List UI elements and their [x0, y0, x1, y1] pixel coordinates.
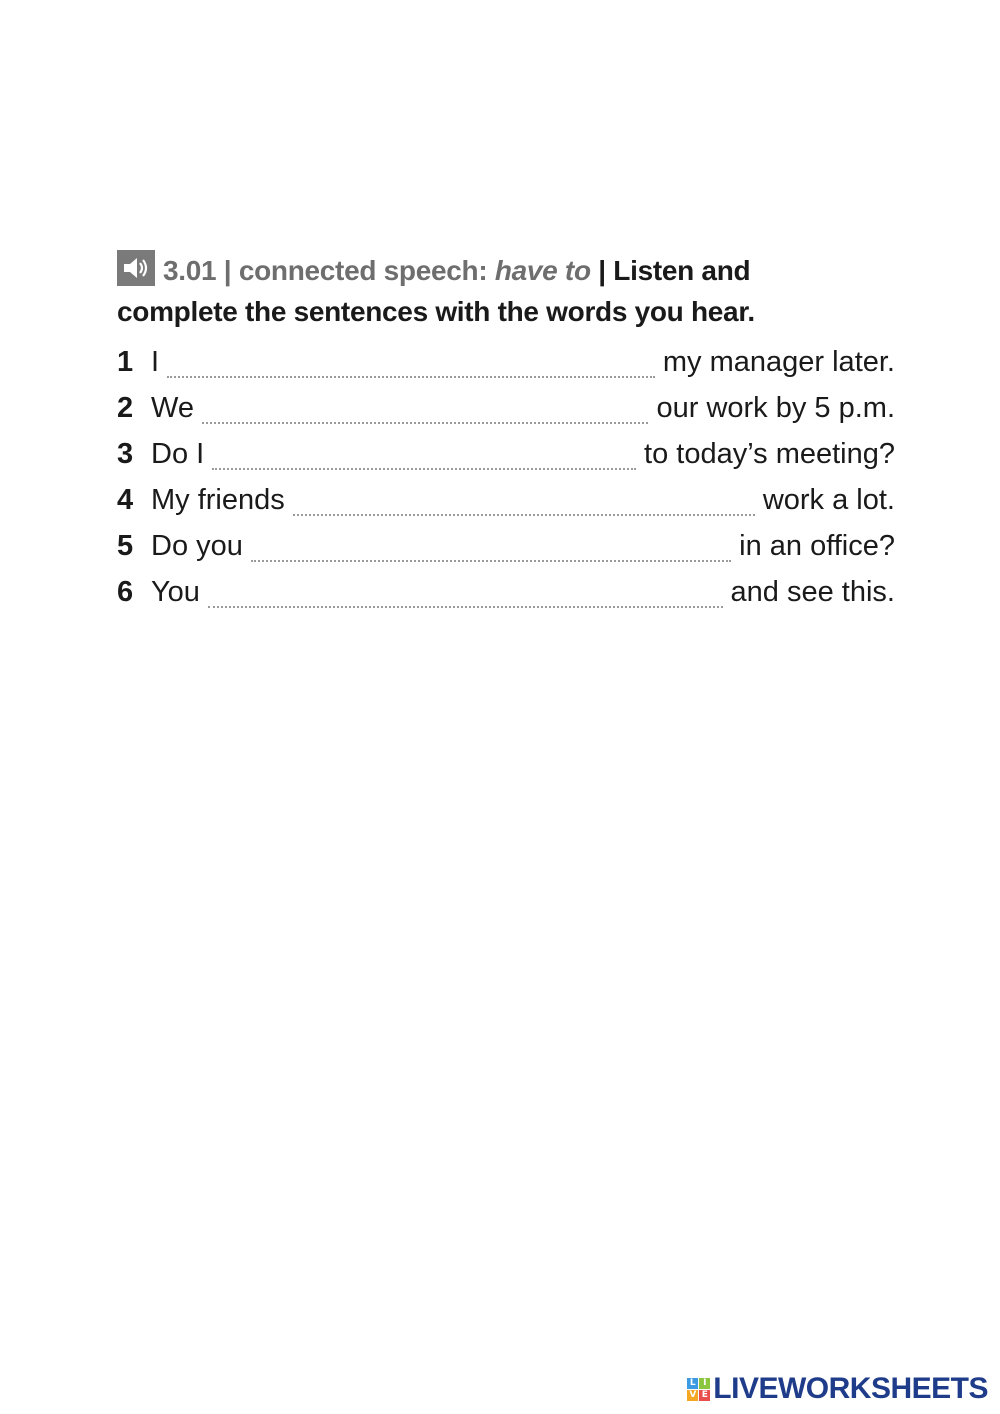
answer-blank[interactable]: [208, 606, 723, 608]
answer-blank[interactable]: [202, 422, 648, 424]
topic-focus: have to: [494, 255, 591, 286]
sentence-item-3: [117, 438, 895, 484]
sentence-item-2: [117, 392, 895, 438]
sentence-start: I: [151, 346, 160, 378]
sentence-start: You: [151, 576, 200, 608]
sentence-item-4: [117, 484, 895, 530]
answer-blank[interactable]: [293, 514, 755, 516]
exercise-heading: [117, 250, 895, 332]
sentence-start: My friends: [151, 484, 285, 516]
sentence-item-5: [117, 530, 895, 576]
answer-blank[interactable]: [212, 468, 636, 470]
topic-prefix: connected speech:: [238, 255, 488, 286]
instruction-line1: Listen and: [613, 255, 751, 286]
logo-cell: V: [687, 1390, 698, 1401]
sentence-end: in an office?: [739, 530, 895, 562]
sentence-start: Do you: [151, 530, 243, 562]
sentence-item-1: [117, 346, 895, 392]
liveworksheets-brand: [687, 1372, 988, 1406]
logo-cell: I: [699, 1378, 710, 1389]
sentence-start: We: [151, 392, 194, 424]
sentence-end: our work by 5 p.m.: [656, 392, 895, 424]
exercise: [117, 250, 895, 622]
sentence-end: to today’s meeting?: [644, 438, 895, 470]
exercise-number: 3.01: [163, 255, 217, 286]
heading-separator: |: [223, 255, 232, 286]
item-number: 5: [117, 530, 134, 562]
brand-name: LIVEWORKSHEETS: [713, 1372, 988, 1405]
item-number: 1: [117, 346, 134, 378]
sentence-item-6: [117, 576, 895, 622]
answer-blank[interactable]: [251, 560, 731, 562]
speaker-icon[interactable]: [117, 250, 155, 286]
item-number: 3: [117, 438, 134, 470]
sentence-end: work a lot.: [762, 484, 895, 516]
item-number: 6: [117, 576, 134, 608]
sentence-start: Do I: [151, 438, 205, 470]
brand-logo-icon: [687, 1378, 710, 1401]
heading-separator-2: |: [598, 255, 606, 286]
sentence-end: my manager later.: [662, 346, 895, 378]
logo-cell: L: [687, 1378, 698, 1389]
item-number: 2: [117, 392, 134, 424]
logo-cell: E: [699, 1390, 710, 1401]
sentence-end: and see this.: [730, 576, 895, 608]
item-number: 4: [117, 484, 134, 516]
answer-blank[interactable]: [167, 376, 655, 378]
instruction-line2: complete the sentences with the words you hear.: [117, 296, 755, 327]
sentence-list: [117, 346, 895, 622]
